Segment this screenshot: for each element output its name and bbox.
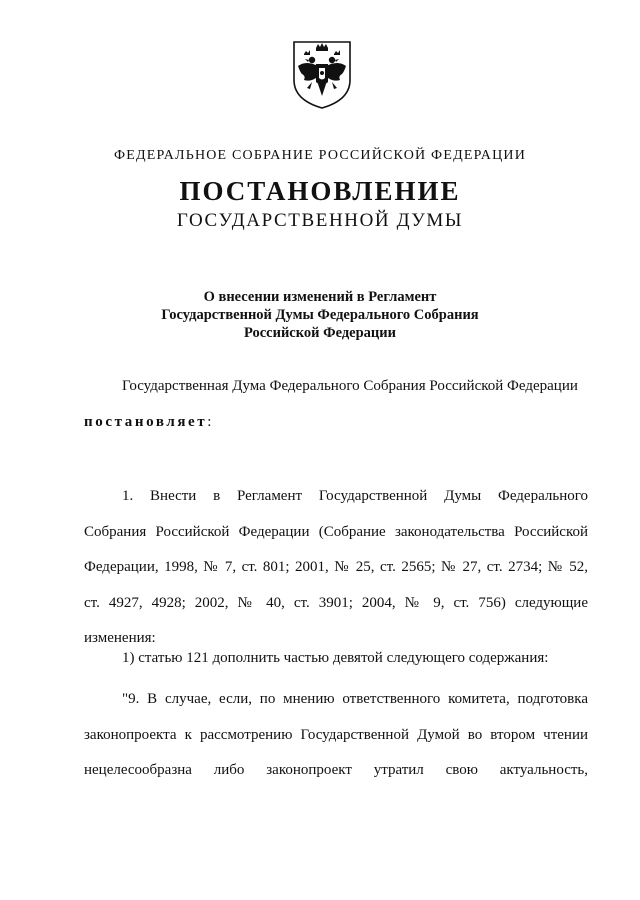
decides-label: постановляет	[84, 414, 208, 430]
paragraph-line: изменения:	[84, 630, 156, 646]
subject-line: Государственной Думы Федерального Собрания	[161, 307, 479, 323]
subject-line: Российской Федерации	[243, 325, 396, 341]
coat-of-arms-icon	[290, 38, 354, 110]
paragraph-line: законопроекта к рассмотрению Государственной Думой во втором чтении	[84, 726, 588, 743]
paragraph-line: Собрания Российской Федерации (Собрание законодательства Российской	[84, 523, 588, 540]
paragraph-line: нецелесообразна либо законопроект утратил свою актуальность,	[84, 762, 588, 778]
document-subject	[0, 288, 640, 342]
paragraph-line: Федерации, 1998, № 7, ст. 801; 2001, № 25, ст. 2565; № 27, ст. 2734; № 52,	[84, 559, 588, 575]
list-item-1: 1) статью 121 дополнить частью девятой следующего содержания:	[122, 650, 549, 666]
decides-colon: :	[207, 414, 212, 430]
paragraph-line: "9. В случае, если, по мнению ответственного комитета, подготовка	[122, 691, 588, 707]
document-type-subtitle: ГОСУДАРСТВЕННОЙ ДУМЫ	[176, 210, 464, 231]
organization-name: ФЕДЕРАЛЬНОЕ СОБРАНИЕ РОССИЙСКОЙ ФЕДЕРАЦИИ	[113, 148, 527, 163]
paragraph-2	[84, 682, 588, 789]
paragraph-line: ст. 4927, 4928; 2002, № 40, ст. 3901; 2004, № 9, ст. 756) следующие	[84, 594, 588, 611]
paragraph-1	[84, 479, 588, 657]
subject-line: О внесении изменений в Регламент	[203, 289, 437, 305]
document-type-title: ПОСТАНОВЛЕНИЕ	[179, 176, 461, 206]
preamble-text: Государственная Дума Федерального Собрания Российской Федерации	[122, 378, 578, 394]
paragraph-line: 1. Внести в Регламент Государственной Думы Федерального	[122, 488, 588, 504]
decides-word	[84, 414, 211, 431]
